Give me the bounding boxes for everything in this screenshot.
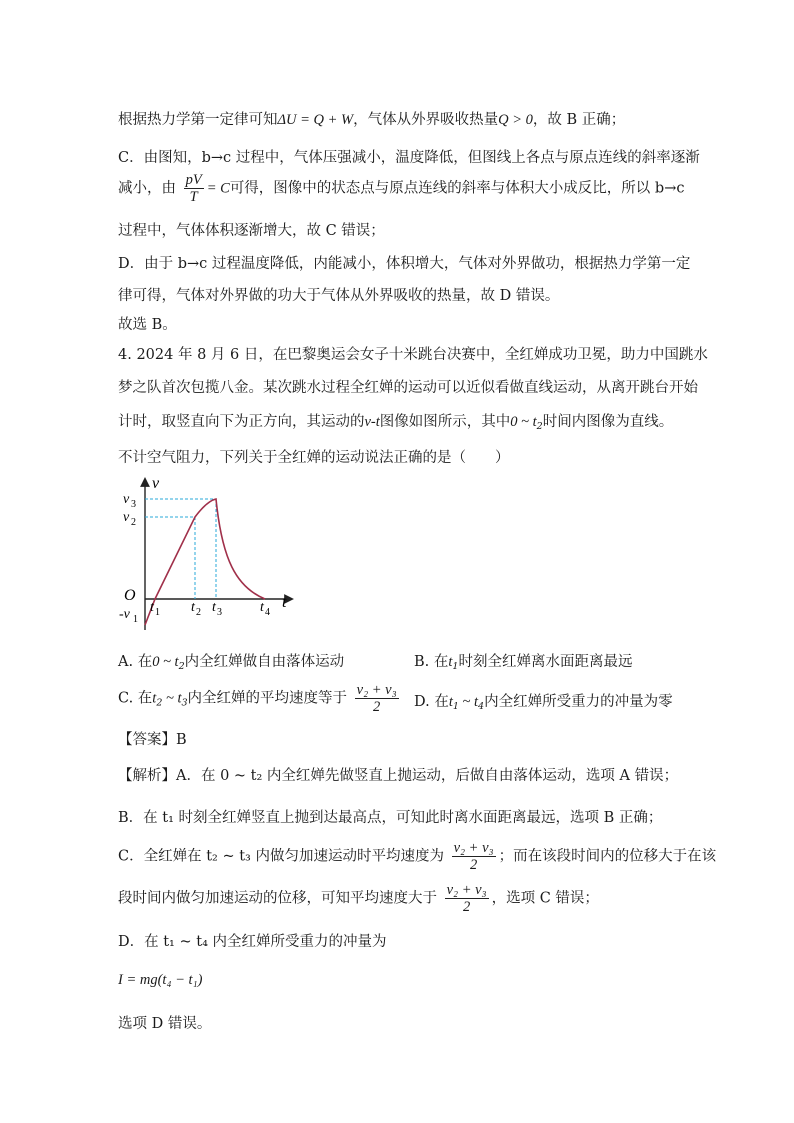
text: A. 在 xyxy=(118,654,153,670)
answer-value: B xyxy=(176,732,187,748)
svg-text:1: 1 xyxy=(155,607,160,618)
svg-text:t: t xyxy=(212,600,216,615)
vt-graph xyxy=(118,475,308,635)
subscript: 4 xyxy=(478,701,485,712)
numerator: v₂ + v₃ xyxy=(356,682,397,698)
svg-text:2: 2 xyxy=(131,517,136,528)
svg-text:t: t xyxy=(260,600,264,615)
denominator: T xyxy=(189,189,198,205)
text: 内全红婵的平均速度等于 xyxy=(187,690,348,707)
text: 时刻全红婵离水面距离最远 xyxy=(458,654,633,670)
svg-text:3: 3 xyxy=(217,607,222,618)
analysis-a xyxy=(118,764,678,785)
denominator: 2 xyxy=(373,699,381,715)
text: ，选项 C 错误； xyxy=(491,890,599,907)
formula: ~ t xyxy=(162,690,182,707)
svg-text:t: t xyxy=(191,600,195,615)
text: 内全红婵做自由落体运动 xyxy=(184,654,345,670)
tick-neg-v1 xyxy=(119,607,138,625)
subscript: 1 xyxy=(452,701,459,712)
subscript: 2 xyxy=(156,697,163,709)
text: A．在 0 ~ t₂ 内全红婵先做竖直上抛运动，后做自由落体运动，选项 A 错误； xyxy=(176,768,679,784)
line-d2: 律可得，气体对外界做的功大于气体从外界吸收的热量，故 D 错误。 xyxy=(118,288,560,304)
subscript: 3 xyxy=(181,697,188,709)
denominator: 2 xyxy=(462,899,471,915)
q4-line1: 4. 2024 年 8 月 6 日，在巴黎奥运会女子十米跳台决赛中，全红婵成功卫冕，助力中国跳水 xyxy=(118,347,708,363)
tick-t2 xyxy=(191,600,201,618)
x-axis-label: t xyxy=(282,594,287,611)
text: D. 在 xyxy=(414,694,449,710)
impulse-formula: I = mg(t₄ − t₁) xyxy=(118,972,203,988)
tick-t4 xyxy=(260,600,270,618)
formula: t xyxy=(448,654,453,670)
fraction-v2-v3 xyxy=(445,882,489,915)
formula: 0 ~ t xyxy=(510,414,537,430)
fraction-v2-v3 xyxy=(452,840,496,873)
denominator: 2 xyxy=(469,857,478,873)
y-axis-label: v xyxy=(152,475,160,492)
analysis-d1: D．在 t₁ ~ t₄ 内全红婵所受重力的冲量为 xyxy=(118,934,387,950)
line-c2 xyxy=(118,172,684,205)
q4-line2: 梦之队首次包揽八金。某次跳水过程全红婵的运动可以近似看做直线运动，从离开跳台开始 xyxy=(118,380,698,396)
option-b[interactable] xyxy=(414,650,632,672)
subscript: 1 xyxy=(452,661,459,672)
analysis-label: 【解析】 xyxy=(118,768,176,784)
option-a[interactable] xyxy=(118,650,344,672)
tick-t1 xyxy=(150,600,160,618)
fraction-pv-t xyxy=(184,172,204,205)
svg-text:3: 3 xyxy=(131,499,136,510)
svg-text:4: 4 xyxy=(265,607,270,618)
text: ；而在该段时间内的位移大于在该 xyxy=(498,848,717,865)
text: 减小，由 xyxy=(118,180,176,197)
fraction-v2-v3 xyxy=(355,682,399,715)
q4-line3 xyxy=(118,410,673,432)
svg-text:v: v xyxy=(123,492,130,507)
answer-label: 【答案】 xyxy=(118,732,176,748)
line-first-law xyxy=(118,108,625,129)
text: ，气体从外界吸收热量 xyxy=(353,112,499,128)
text: 时间内图像为直线。 xyxy=(542,414,674,430)
option-c[interactable] xyxy=(118,682,402,715)
q4-line4: 不计空气阻力，下列关于全红婵的运动说法正确的是（ ） xyxy=(118,450,510,466)
analysis-c2 xyxy=(118,882,599,915)
text: C．全红婵在 t₂ ~ t₃ 内做匀加速运动时平均速度为 xyxy=(118,848,444,865)
svg-text:v: v xyxy=(123,510,130,525)
guide-dashes xyxy=(145,499,216,599)
formula: ΔU = Q + W xyxy=(277,112,354,128)
numerator: pV xyxy=(185,172,202,188)
text: 内全红婵所受重力的冲量为零 xyxy=(484,694,673,710)
formula: Q > 0 xyxy=(498,112,533,128)
text: 可得，图像中的状态点与原点连线的斜率与体积大小成反比，所以 b→c xyxy=(229,180,685,197)
text: 段时间内做匀加速运动的位移，可知平均速度大于 xyxy=(118,890,437,907)
analysis-d2: 选项 D 错误。 xyxy=(118,1016,212,1032)
line-c3: 过程中，气体体积逐渐增大，故 C 错误； xyxy=(118,223,385,239)
formula: v-t xyxy=(364,414,380,430)
formula: ~ t xyxy=(458,694,479,710)
formula: t xyxy=(152,690,157,707)
numerator: v₂ + v₃ xyxy=(453,840,494,856)
text: 计时，取竖直向下为正方向，其运动的 xyxy=(118,414,365,430)
velocity-curve xyxy=(145,499,265,625)
line-c1: C．由图知，b→c 过程中，气体压强减小，温度降低，但图线上各点与原点连线的斜率逐渐 xyxy=(118,150,700,166)
answer-line xyxy=(118,728,187,749)
text: 图像如图所示，其中 xyxy=(379,414,511,430)
origin-label: O xyxy=(124,587,136,604)
subscript: 2 xyxy=(178,661,185,672)
subscript: 2 xyxy=(536,421,543,432)
formula: t xyxy=(448,694,453,710)
text: C. 在 xyxy=(118,690,153,707)
text: ，故 B 正确； xyxy=(532,112,626,128)
formula: 0 ~ t xyxy=(152,654,179,670)
svg-text:1: 1 xyxy=(133,614,138,625)
text: 根据热力学第一定律可知 xyxy=(118,112,278,128)
tick-v2 xyxy=(123,510,136,528)
analysis-b: B．在 t₁ 时刻全红婵竖直上抛到达最高点，可知此时离水面距离最远，选项 B 正确； xyxy=(118,810,663,826)
svg-text:2: 2 xyxy=(196,607,201,618)
analysis-c1 xyxy=(118,840,716,873)
formula: = C xyxy=(206,180,230,197)
numerator: v₂ + v₃ xyxy=(446,882,487,898)
option-d[interactable] xyxy=(414,690,673,712)
tick-v3 xyxy=(123,492,136,510)
svg-text:t: t xyxy=(150,600,154,615)
line-d1: D．由于 b→c 过程温度降低，内能减小，体积增大，气体对外界做功，根据热力学第一定 xyxy=(118,256,691,272)
svg-text:-v: -v xyxy=(119,607,130,622)
line-choose: 故选 B。 xyxy=(118,317,177,333)
tick-t3 xyxy=(212,600,222,618)
text: B. 在 xyxy=(414,654,449,670)
